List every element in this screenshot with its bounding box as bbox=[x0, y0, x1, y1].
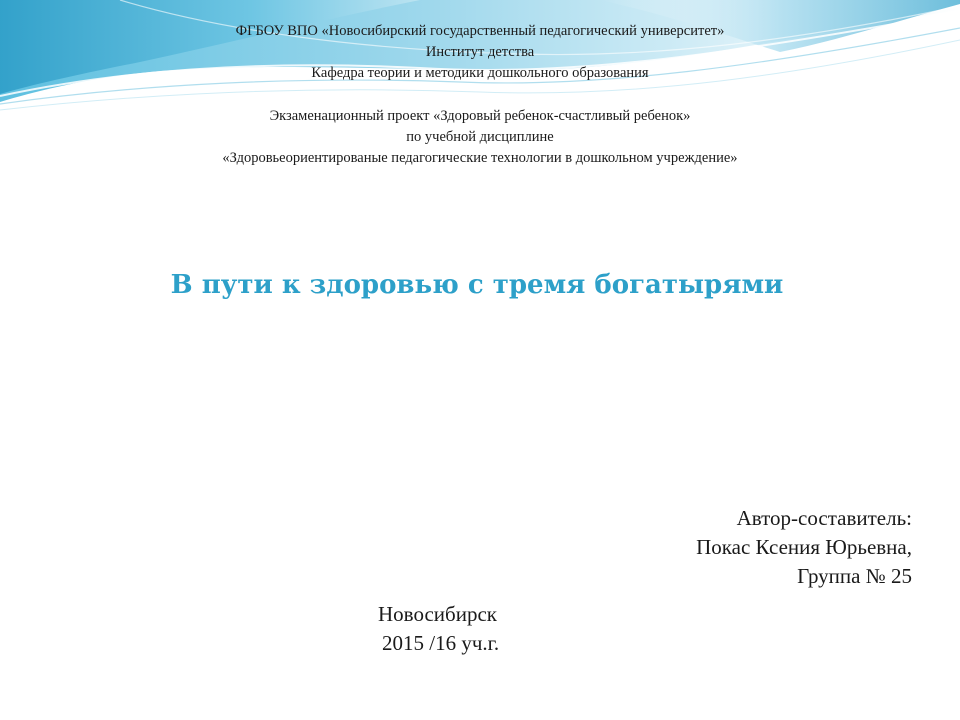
discipline-name: «Здоровьеориентированые педагогические технологии в дошкольном учреждение» bbox=[222, 150, 738, 166]
author-label: Автор-составитель: bbox=[736, 506, 912, 530]
header-spacer bbox=[0, 84, 960, 106]
city-name: Новосибирск bbox=[378, 602, 497, 626]
slide-title: В пути к здоровью с тремя богатырями bbox=[170, 270, 784, 300]
department-name: Кафедра теории и методики дошкольного образования bbox=[311, 65, 649, 81]
city-year-block bbox=[378, 600, 499, 658]
academic-year: 2015 /16 уч.г. bbox=[382, 631, 500, 655]
author-group: Группа № 25 bbox=[797, 564, 912, 588]
institute-name: Институт детства bbox=[425, 44, 535, 60]
discipline-intro: по учебной дисциплине bbox=[406, 129, 554, 145]
header-block bbox=[0, 21, 960, 169]
project-name: Экзаменационный проект «Здоровый ребенок-счастливый ребенок» bbox=[269, 108, 691, 124]
author-block bbox=[696, 504, 912, 591]
author-name: Покас Ксения Юрьевна, bbox=[696, 535, 912, 559]
institution-name: ФГБОУ ВПО «Новосибирский государственный педагогический университет» bbox=[235, 23, 725, 39]
